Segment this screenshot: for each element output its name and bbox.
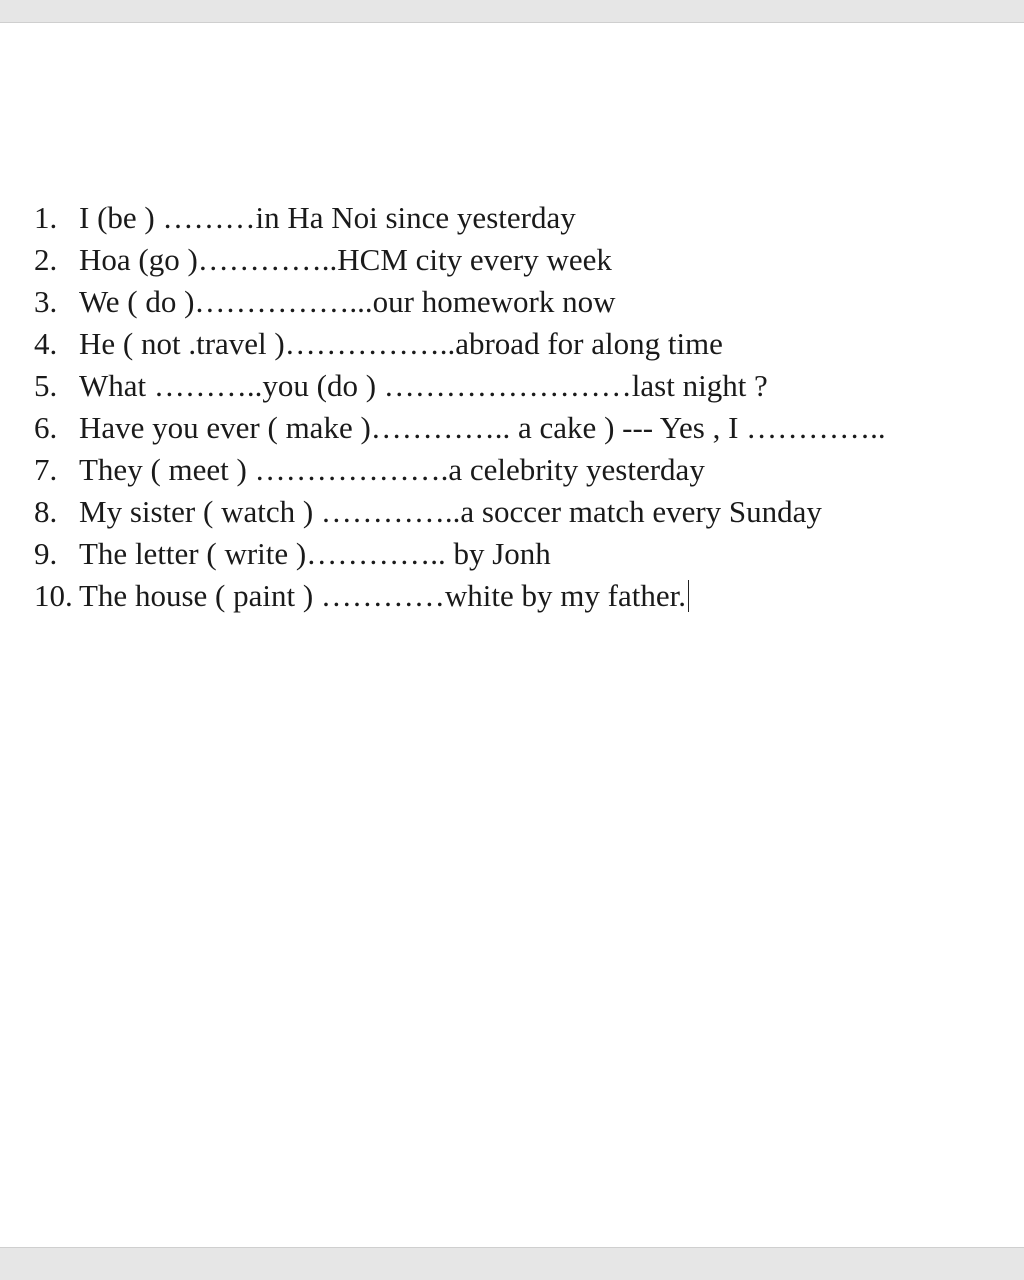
item-number: 2. xyxy=(34,242,58,277)
item-number: 5. xyxy=(34,368,58,403)
item-number: 9. xyxy=(34,536,58,571)
item-number: 3. xyxy=(34,284,58,319)
item-text[interactable]: We ( do )……………...our homework now xyxy=(79,284,616,319)
item-text[interactable]: Hoa (go )…………..HCM city every week xyxy=(79,242,612,277)
text-cursor xyxy=(688,580,689,612)
item-text[interactable]: They ( meet ) ……………….a celebrity yesterday xyxy=(79,452,705,487)
item-number: 8. xyxy=(34,494,58,529)
item-number: 10. xyxy=(34,578,73,613)
item-text[interactable]: I (be ) ………in Ha Noi since yesterday xyxy=(79,200,576,235)
item-text[interactable]: My sister ( watch ) …………..a soccer match every Sunday xyxy=(79,494,822,529)
item-text[interactable]: Have you ever ( make )………….. a cake ) --- Yes , I ………….. xyxy=(79,410,886,445)
item-number: 6. xyxy=(34,410,58,445)
item-text[interactable]: What ………..you (do ) ……………………last night ? xyxy=(79,368,768,403)
document-page xyxy=(0,22,1024,1248)
item-text[interactable]: The letter ( write )………….. by Jonh xyxy=(79,536,551,571)
item-number: 7. xyxy=(34,452,58,487)
item-text-content: The house ( paint ) …………white by my father. xyxy=(79,578,686,613)
item-number: 4. xyxy=(34,326,58,361)
item-text[interactable] xyxy=(79,575,689,617)
item-number: 1. xyxy=(34,200,58,235)
item-text[interactable]: He ( not .travel )……………..abroad for along time xyxy=(79,326,723,361)
